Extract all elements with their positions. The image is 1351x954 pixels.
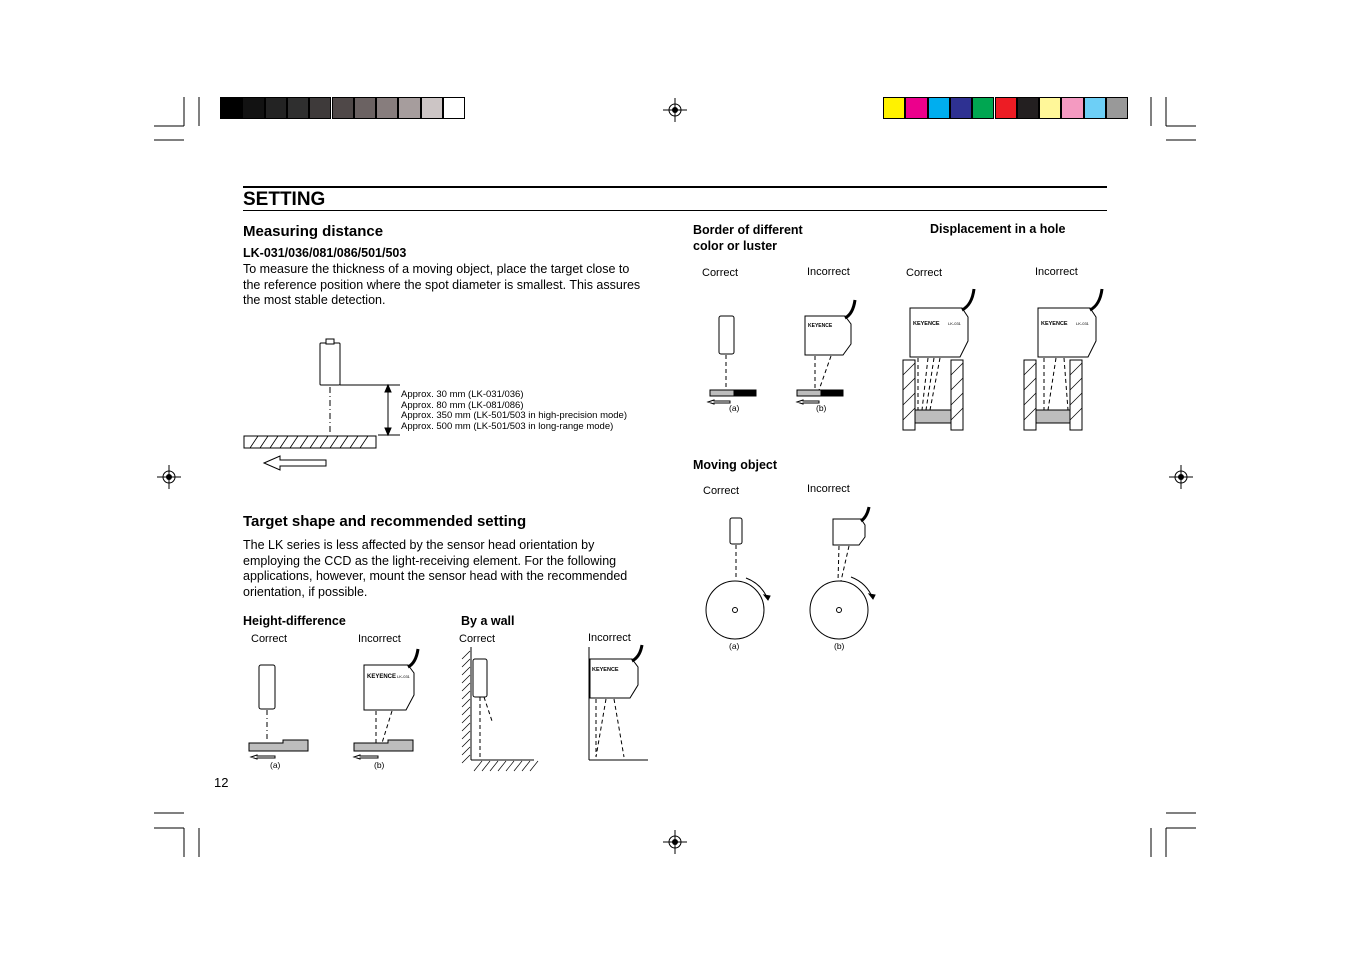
wall-correct-label: Correct xyxy=(459,633,496,645)
model-list: LK-031/036/081/086/501/503 xyxy=(243,246,407,260)
page-number: 12 xyxy=(214,775,229,790)
height-a-label: (a) xyxy=(270,760,281,770)
border-incorrect-diagram xyxy=(795,296,865,406)
border-heading: Border of different color or luster xyxy=(693,223,803,253)
title-bottom-rule xyxy=(243,210,1107,211)
target-shape-heading: Target shape and recommended setting xyxy=(243,513,527,530)
moving-incorrect-label: Incorrect xyxy=(807,483,850,495)
distance-notes: Approx. 30 mm (LK-031/036) Approx. 80 mm (LK-081/086) Approx. 350 mm (LK-501/503 in high-precision mode) Approx. 500 mm (LK-501/503 in long-range mode) xyxy=(401,389,628,432)
target-shape-paragraph: The LK series is less affected by the sensor head orientation by employing the CCD as the light-receiving element. For the following applications, however, mount the sensor head with the recommended orientation, if possible. xyxy=(243,538,628,599)
border-correct-diagram xyxy=(706,310,766,410)
hole-heading: Displacement in a hole xyxy=(930,222,1066,236)
hole-correct-label: Correct xyxy=(906,267,943,279)
brand-logo: KEYENCE xyxy=(592,667,619,673)
page-title: SETTING xyxy=(243,189,326,210)
border-a-label: (a) xyxy=(729,403,740,413)
height-correct-diagram xyxy=(245,660,315,770)
measuring-paragraph: To measure the thickness of a moving object, place the target close to the reference position where the spot diameter is smallest. This assures the most stable detection. xyxy=(243,262,641,307)
model-tag: LK-031 xyxy=(1076,321,1089,326)
brand-logo: KEYENCE xyxy=(1041,321,1068,327)
moving-correct-diagram xyxy=(700,512,780,642)
moving-b-label: (b) xyxy=(834,641,845,651)
title-top-rule xyxy=(243,186,1107,188)
wall-correct-diagram xyxy=(458,645,538,775)
hole-incorrect-diagram xyxy=(1020,285,1110,435)
border-b-label: (b) xyxy=(816,403,827,413)
moving-object-heading: Moving object xyxy=(693,458,778,472)
brand-logo: KEYENCE xyxy=(367,674,397,680)
height-correct-label: Correct xyxy=(251,633,288,645)
border-incorrect-label: Incorrect xyxy=(807,266,850,278)
height-difference-heading: Height-difference xyxy=(243,614,346,628)
height-incorrect-diagram xyxy=(350,645,420,755)
border-correct-label: Correct xyxy=(702,267,739,279)
wall-incorrect-label: Incorrect xyxy=(588,632,631,644)
hole-correct-diagram xyxy=(900,285,980,435)
height-b-label: (b) xyxy=(374,760,385,770)
height-incorrect-label: Incorrect xyxy=(358,633,401,645)
moving-incorrect-diagram xyxy=(805,505,885,635)
brand-logo: KEYENCE xyxy=(913,321,940,327)
hole-incorrect-label: Incorrect xyxy=(1035,266,1078,278)
moving-a-label: (a) xyxy=(729,641,740,651)
model-tag: LK-031 xyxy=(397,674,410,679)
measuring-heading: Measuring distance xyxy=(243,223,384,240)
moving-correct-label: Correct xyxy=(703,485,740,497)
wall-incorrect-diagram xyxy=(576,645,656,775)
model-tag: LK-031 xyxy=(948,321,961,326)
by-a-wall-heading: By a wall xyxy=(461,614,515,628)
brand-logo: KEYENCE xyxy=(808,323,833,329)
